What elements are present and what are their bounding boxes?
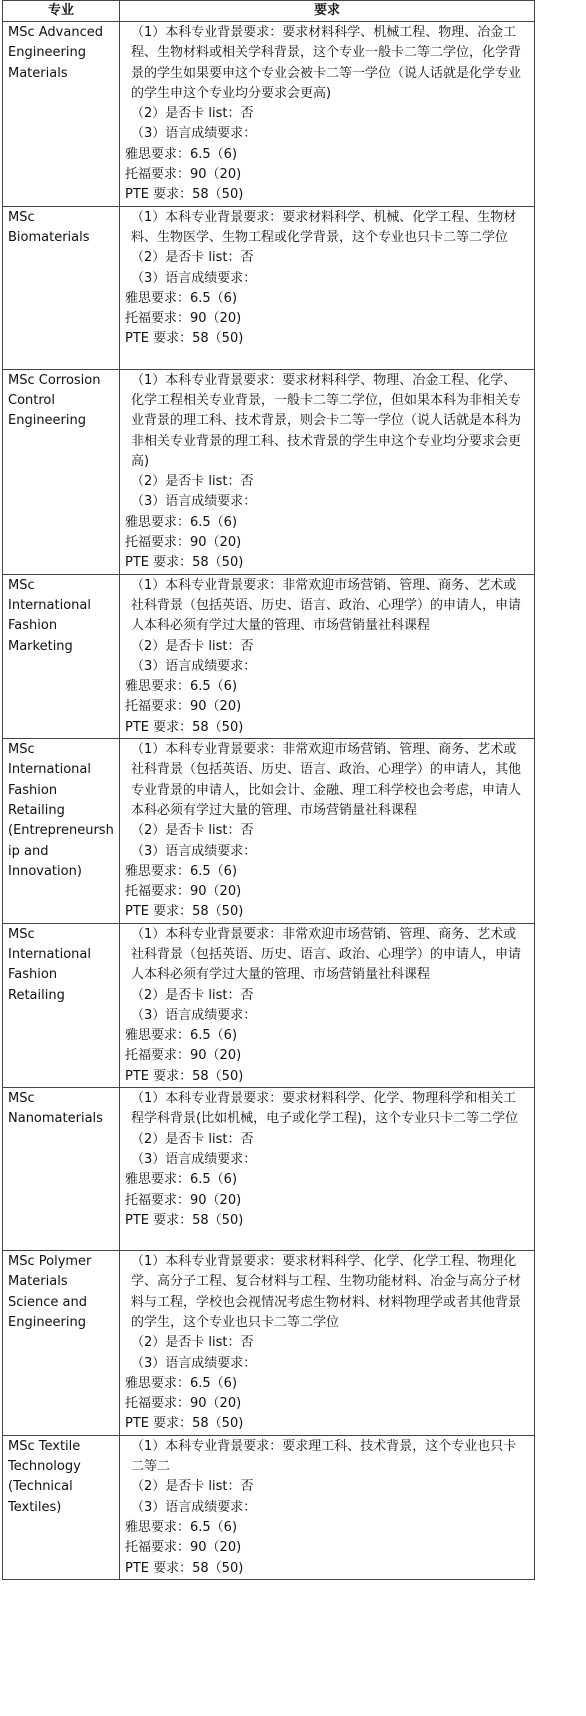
table-row bbox=[3, 739, 535, 924]
table-row bbox=[3, 1088, 535, 1251]
pte-requirement: PTE 要求：58（50) bbox=[125, 1560, 244, 1576]
toefl-requirement: 托福要求：90（20) bbox=[125, 699, 242, 715]
toefl-requirement: 托福要求：90（20) bbox=[125, 1192, 242, 1208]
ielts-requirement: 雅思要求：6.5（6) bbox=[125, 1028, 238, 1044]
major-name: MSc Corrosion Control Engineering bbox=[8, 372, 101, 429]
background-requirement: （1）本科专业背景要求：要求材料科学、物理、冶金工程、化学、化学工程相关专业背景，一般卡二等二学位，但如果本科为非相关专业背景的理工科、技术背景，则会卡二等一学位（说人话就是本科为非相关专业背景的理工科、技术背景的学生申这个专业均分要求会更高) bbox=[131, 372, 522, 469]
background-requirement: （1）本科专业背景要求：要求材料科学、机械、化学工程、生物材料、生物医学、生物工程或化学背景，这个专业也只卡二等二学位 bbox=[131, 209, 517, 245]
language-requirement-heading: （3）语言成绩要求： bbox=[131, 1355, 257, 1371]
language-requirement-heading: （3）语言成绩要求： bbox=[131, 1007, 257, 1023]
list-requirement: （2）是否卡 list：否 bbox=[131, 1479, 254, 1495]
major-cell bbox=[3, 923, 120, 1087]
language-requirement-heading: （3）语言成绩要求： bbox=[131, 126, 257, 142]
toefl-requirement: 托福要求：90（20) bbox=[125, 1540, 242, 1556]
major-cell bbox=[3, 574, 120, 738]
background-requirement: （1）本科专业背景要求：要求材料科学、化学、化学工程、物理化学、高分子工程、复合材料与工程、生物功能材料、冶金与高分子材料与工程，学校也会视情况考虑生物材料、材料物理学或者其他背景的学生，这个专业也只卡二等二学位 bbox=[131, 1254, 522, 1330]
major-name: MSc Advanced Engineering Materials bbox=[8, 25, 103, 81]
background-requirement: （1）本科专业背景要求：要求理工科、技术背景，这个专业也只卡二等二 bbox=[131, 1438, 517, 1475]
major-name: MSc Textile Technology (Technical Textiles) bbox=[8, 1438, 81, 1515]
toefl-requirement: 托福要求：90（20) bbox=[125, 167, 242, 183]
table-row bbox=[3, 1435, 535, 1579]
pte-requirement: PTE 要求：58（50) bbox=[125, 555, 244, 571]
toefl-requirement: 托福要求：90（20) bbox=[125, 884, 242, 900]
list-requirement: （2）是否卡 list：否 bbox=[131, 823, 254, 839]
requirements-cell bbox=[120, 1435, 535, 1579]
language-requirement-heading: （3）语言成绩要求： bbox=[131, 843, 257, 859]
ielts-requirement: 雅思要求：6.5（6) bbox=[125, 514, 238, 530]
table-row bbox=[3, 1251, 535, 1436]
requirements-cell bbox=[120, 22, 535, 207]
requirements-cell bbox=[120, 739, 535, 924]
major-name: MSc Biomaterials bbox=[8, 209, 90, 245]
major-cell bbox=[3, 22, 120, 207]
list-requirement: （2）是否卡 list：否 bbox=[131, 106, 254, 122]
pte-requirement: PTE 要求：58（50) bbox=[125, 904, 244, 920]
major-cell bbox=[3, 206, 120, 369]
language-requirement-heading: （3）语言成绩要求： bbox=[131, 658, 257, 674]
requirements-cell bbox=[120, 1088, 535, 1251]
table-row bbox=[3, 574, 535, 738]
language-requirement-heading: （3）语言成绩要求： bbox=[131, 494, 257, 510]
major-cell bbox=[3, 1435, 120, 1579]
ielts-requirement: 雅思要求：6.5（6) bbox=[125, 863, 238, 879]
ielts-requirement: 雅思要求：6.5（6) bbox=[125, 146, 238, 162]
major-name: MSc International Fashion Retailing bbox=[8, 926, 91, 1003]
background-requirement: （1）本科专业背景要求：非常欢迎市场营销、管理、商务、艺术或社科背景（包括英语、历史、语言、政治、心理学）的申请人，申请人本科必须有学过大量的管理、市场营销量社科课程 bbox=[131, 926, 522, 983]
major-cell bbox=[3, 369, 120, 574]
list-requirement: （2）是否卡 list：否 bbox=[131, 1131, 254, 1147]
table-row bbox=[3, 22, 535, 207]
requirements-cell bbox=[120, 574, 535, 738]
table-row bbox=[3, 369, 535, 574]
list-requirement: （2）是否卡 list：否 bbox=[131, 474, 254, 490]
ielts-requirement: 雅思要求：6.5（6) bbox=[125, 1519, 238, 1535]
pte-requirement: PTE 要求：58（50) bbox=[125, 187, 244, 203]
list-requirement: （2）是否卡 list：否 bbox=[131, 250, 254, 266]
background-requirement: （1）本科专业背景要求：非常欢迎市场营销、管理、商务、艺术或社科背景（包括英语、历史、语言、政治、心理学）的申请人，其他专业背景的申请人，比如会计、金融、理工科学校也会考虑，申请人本科必须有学过大量的管理、市场营销量社科课程 bbox=[131, 742, 522, 818]
major-cell bbox=[3, 739, 120, 924]
pte-requirement: PTE 要求：58（50) bbox=[125, 331, 244, 347]
major-name: MSc Polymer Materials Science and Engineering bbox=[8, 1254, 92, 1330]
table-row bbox=[3, 206, 535, 369]
ielts-requirement: 雅思要求：6.5（6) bbox=[125, 1172, 238, 1188]
pte-requirement: PTE 要求：58（50) bbox=[125, 1416, 244, 1432]
requirements-cell bbox=[120, 369, 535, 574]
major-name: MSc International Fashion Retailing (Entrepreneurship and Innovation) bbox=[8, 742, 114, 879]
requirements-cell bbox=[120, 923, 535, 1087]
language-requirement-heading: （3）语言成绩要求： bbox=[131, 1151, 257, 1167]
language-requirement-heading: （3）语言成绩要求： bbox=[131, 1499, 257, 1515]
background-requirement: （1）本科专业背景要求：要求材料科学、机械工程、物理、冶金工程、生物材料或相关学科背景，这个专业一般卡二等二学位，化学背景的学生如果要申这个专业会被卡二等一学位（说人话就是化学专业的学生申这个专业均分要求会更高) bbox=[131, 25, 522, 101]
list-requirement: （2）是否卡 list：否 bbox=[131, 638, 254, 654]
ielts-requirement: 雅思要求：6.5（6) bbox=[125, 679, 238, 695]
background-requirement: （1）本科专业背景要求：要求材料科学、化学、物理科学和相关工程学科背景(比如机械，电子或化学工程)，这个专业只卡二等二学位 bbox=[131, 1091, 519, 1127]
language-requirement-heading: （3）语言成绩要求： bbox=[131, 270, 257, 286]
pte-requirement: PTE 要求：58（50) bbox=[125, 1068, 244, 1084]
ielts-requirement: 雅思要求：6.5（6) bbox=[125, 290, 238, 306]
header-major: 专业 bbox=[3, 1, 120, 22]
header-requirements: 要求 bbox=[120, 1, 535, 22]
toefl-requirement: 托福要求：90（20) bbox=[125, 535, 242, 551]
background-requirement: （1）本科专业背景要求：非常欢迎市场营销、管理、商务、艺术或社科背景（包括英语、历史、语言、政治、心理学）的申请人，申请人本科必须有学过大量的管理、市场营销量社科课程 bbox=[131, 577, 522, 634]
major-cell bbox=[3, 1251, 120, 1436]
list-requirement: （2）是否卡 list：否 bbox=[131, 987, 254, 1003]
pte-requirement: PTE 要求：58（50) bbox=[125, 719, 244, 735]
major-name: MSc International Fashion Marketing bbox=[8, 577, 91, 654]
pte-requirement: PTE 要求：58（50) bbox=[125, 1212, 244, 1228]
toefl-requirement: 托福要求：90（20) bbox=[125, 1048, 242, 1064]
table-header-row bbox=[3, 1, 535, 22]
requirements-cell bbox=[120, 1251, 535, 1436]
major-name: MSc Nanomaterials bbox=[8, 1091, 103, 1127]
table-row bbox=[3, 923, 535, 1087]
program-requirements-table bbox=[2, 0, 535, 1580]
requirements-cell bbox=[120, 206, 535, 369]
major-cell bbox=[3, 1088, 120, 1251]
toefl-requirement: 托福要求：90（20) bbox=[125, 311, 242, 327]
ielts-requirement: 雅思要求：6.5（6) bbox=[125, 1375, 238, 1391]
list-requirement: （2）是否卡 list：否 bbox=[131, 1335, 254, 1351]
toefl-requirement: 托福要求：90（20) bbox=[125, 1396, 242, 1412]
